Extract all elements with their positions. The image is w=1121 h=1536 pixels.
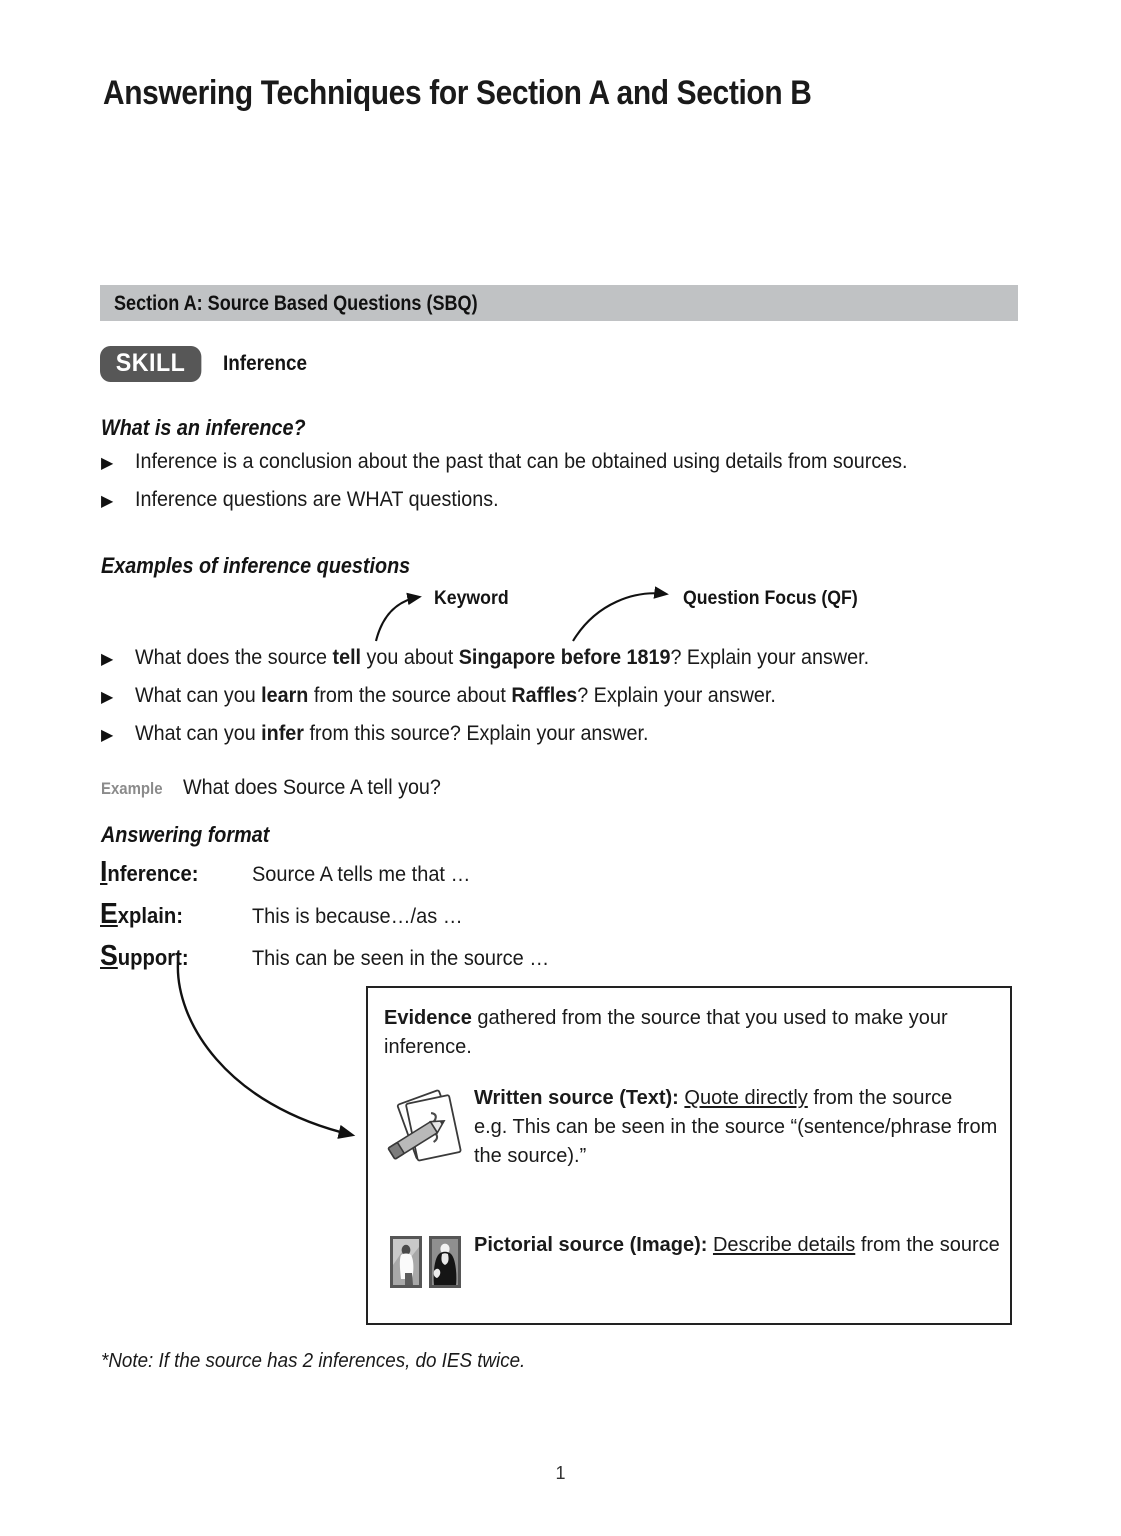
triangle-bullet-icon: ▶ [101, 727, 114, 744]
list-item [101, 488, 957, 512]
example-tag-label: Example [101, 779, 163, 798]
inference-definition-list [101, 450, 957, 526]
annotation-keyword-label: Keyword [434, 588, 509, 609]
list-item [101, 450, 957, 474]
two-portrait-images-icon [384, 1231, 468, 1298]
list-item [101, 684, 916, 708]
ies-format-list [100, 856, 565, 982]
skill-badge: SKILL [100, 346, 201, 382]
written-source-text: Written source (Text): Quote directly from the source e.g. This can be seen in the source “(sentence/phrase from the source).” [474, 1087, 998, 1167]
footnote-text: *Note: If the source has 2 inferences, do IES twice. [101, 1350, 526, 1372]
pictorial-source-text: Pictorial source (Image): Describe details from the source [474, 1234, 1000, 1256]
triangle-bullet-icon: ▶ [101, 651, 114, 668]
section-header-label: Section A: Source Based Questions (SBQ) [114, 292, 478, 315]
list-item [101, 646, 916, 670]
list-item-label: What can you infer from this source? Explain your answer. [135, 722, 649, 745]
ies-label-inference: Inference: [100, 856, 199, 888]
ies-value-inference: Source A tells me that … [252, 863, 471, 886]
heading-answering-format: Answering format [101, 822, 270, 847]
example-line [101, 776, 457, 800]
example-questions-list [101, 646, 916, 760]
list-item-label: What can you learn from the source about Raffles? Explain your answer. [135, 684, 776, 707]
list-item-label: What does the source tell you about Singapore before 1819? Explain your answer. [135, 646, 870, 669]
ies-value-support: This can be seen in the source … [252, 947, 550, 970]
note-cards-pencil-icon [384, 1084, 468, 1173]
list-item-label: Inference questions are WHAT questions. [135, 488, 499, 511]
list-item-label: Inference is a conclusion about the past that can be obtained using details from sources. [135, 450, 908, 473]
triangle-bullet-icon: ▶ [101, 493, 114, 510]
page-title: Answering Techniques for Section A and Section B [103, 74, 812, 112]
ies-row-support [100, 940, 565, 982]
heading-what-is-inference: What is an inference? [101, 415, 306, 440]
ies-row-inference [100, 856, 565, 898]
triangle-bullet-icon: ▶ [101, 455, 114, 472]
triangle-bullet-icon: ▶ [101, 689, 114, 706]
written-source-item [384, 1084, 1000, 1173]
annotation-question-focus-label: Question Focus (QF) [683, 588, 858, 609]
skill-row [100, 346, 316, 382]
ies-value-explain: This is because…/as … [252, 905, 463, 928]
ies-label-support: Support: [100, 940, 189, 972]
list-item [101, 722, 916, 746]
page-number: 1 [555, 1463, 566, 1483]
heading-examples-of-inference-questions: Examples of inference questions [101, 553, 411, 578]
ies-row-explain [100, 898, 565, 940]
evidence-intro-text: Evidence gathered from the source that you used to make your inference. [384, 1007, 948, 1058]
skill-name-label: Inference [222, 352, 307, 375]
section-header-bar [100, 285, 1018, 321]
ies-label-explain: Explain: [100, 898, 184, 930]
example-question-text: What does Source A tell you? [182, 776, 441, 799]
evidence-box [366, 986, 1012, 1325]
pictorial-source-item [384, 1231, 1000, 1298]
